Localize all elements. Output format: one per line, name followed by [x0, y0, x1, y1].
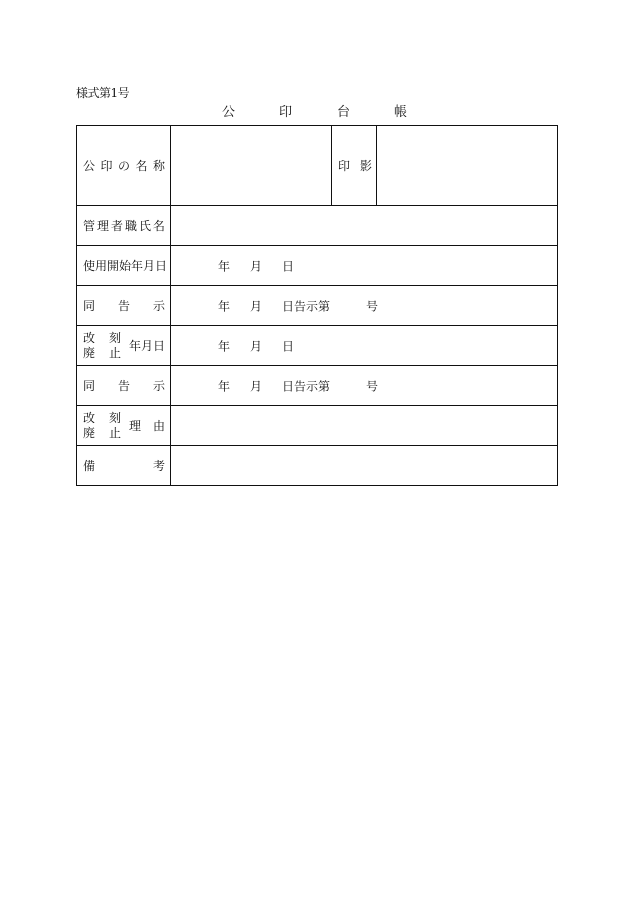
remarks-label: 備 考	[77, 446, 171, 486]
document-title	[0, 101, 630, 119]
revision-reason-label: 改 刻 廃 止 理 由	[77, 406, 171, 446]
row-seal-name	[77, 126, 558, 206]
title-char: 印	[279, 105, 293, 120]
title-char: 台	[337, 105, 351, 120]
notice-2-field[interactable]: 年 月 日告示第 号	[171, 366, 558, 406]
row-manager	[77, 206, 558, 246]
notice-2-label: 同 告 示	[77, 366, 171, 406]
revision-reason-field[interactable]	[171, 406, 558, 446]
seal-impression-field[interactable]	[377, 126, 558, 206]
title-char: 帳	[394, 105, 408, 120]
notice-1-field[interactable]: 年 月 日告示第 号	[171, 286, 558, 326]
form-number: 様式第1号	[76, 86, 130, 100]
revision-date-field[interactable]: 年 月 日	[171, 326, 558, 366]
title-char: 公	[222, 105, 236, 120]
seal-name-label: 公 印 の 名 称	[77, 126, 171, 206]
row-remarks	[77, 446, 558, 486]
manager-label: 管 理 者 職 氏 名	[77, 206, 171, 246]
row-notice-1	[77, 286, 558, 326]
seal-name-field[interactable]	[171, 126, 332, 206]
row-notice-2	[77, 366, 558, 406]
row-revision-date	[77, 326, 558, 366]
start-date-label: 使用開始年月日	[77, 246, 171, 286]
notice-1-label: 同 告 示	[77, 286, 171, 326]
remarks-field[interactable]	[171, 446, 558, 486]
revision-date-label: 改 刻 廃 止 年月日	[77, 326, 171, 366]
seal-ledger-table	[76, 125, 558, 486]
row-start-date	[77, 246, 558, 286]
row-revision-reason	[77, 406, 558, 446]
seal-impression-label: 印 影	[332, 126, 377, 206]
manager-field[interactable]	[171, 206, 558, 246]
start-date-field[interactable]: 年 月 日	[171, 246, 558, 286]
